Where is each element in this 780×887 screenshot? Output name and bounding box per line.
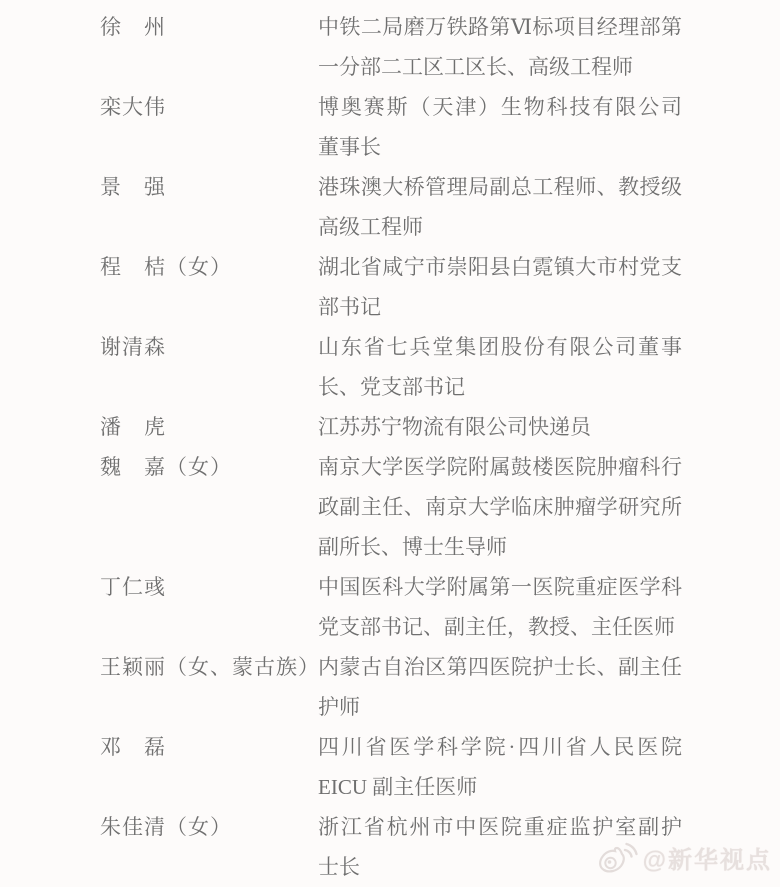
honoree-title [318,87,682,167]
honoree-row [100,647,780,727]
honoree-row [100,567,780,647]
title-line: 中国医科大学附属第一医院重症医学科 [318,575,682,599]
honoree-row [100,167,780,247]
title-line: 长、党支部书记 [318,375,465,399]
honoree-row [100,87,780,167]
title-line: 四川省医学科学院·四川省人民医院 [318,735,682,759]
watermark-handle: @新华视点 [642,847,772,874]
honoree-name: 谢清森 [100,335,166,359]
honoree-name: 程 桔（女） [100,255,232,279]
honoree-row [100,727,780,807]
honoree-title [318,647,682,727]
title-line: 高级工程师 [318,215,423,239]
honoree-name: 王颖丽（女、蒙古族） [100,655,320,679]
honoree-name: 潘 虎 [100,415,166,439]
honoree-row [100,447,780,567]
honoree-row [100,7,780,87]
title-line: 一分部二工区工区长、高级工程师 [318,55,633,79]
honoree-title [318,327,682,407]
honoree-name: 丁仁彧 [100,575,166,599]
honoree-row [100,247,780,327]
honoree-name: 魏 嘉（女） [100,455,232,479]
honoree-title [318,167,682,247]
honoree-name: 邓 磊 [100,735,166,759]
honoree-title [318,727,682,807]
title-line: 浙江省杭州市中医院重症监护室副护 [318,815,682,839]
honoree-name: 栾大伟 [100,95,166,119]
honoree-title [318,247,682,327]
title-line: 党支部书记、副主任，教授、主任医师 [318,615,675,639]
honoree-row [100,327,780,407]
title-line: 士长 [318,855,360,879]
honoree-title [318,7,682,87]
honoree-name: 景 强 [100,175,166,199]
watermark [598,840,772,875]
honoree-row [100,407,780,447]
title-line: 江苏苏宁物流有限公司快递员 [318,415,591,439]
title-line: 政副主任、南京大学临床肿瘤学研究所 [318,495,682,519]
honoree-title [318,567,682,647]
title-line: 南京大学医学院附属鼓楼医院肿瘤科行 [318,455,682,479]
honoree-title [318,447,682,567]
weibo-icon [598,841,638,875]
honoree-name: 朱佳清（女） [100,815,232,839]
honoree-list [100,7,780,887]
honoree-name: 徐 州 [100,15,166,39]
title-line: 山东省七兵堂集团股份有限公司董事 [318,335,682,359]
title-line: EICU 副主任医师 [318,775,478,799]
title-line: 博奥赛斯（天津）生物科技有限公司 [318,95,682,119]
title-line: 中铁二局磨万铁路第Ⅵ标项目经理部第 [318,15,682,39]
title-line: 内蒙古自治区第四医院护士长、副主任 [318,655,682,679]
title-line: 副所长、博士生导师 [318,535,507,559]
title-line: 部书记 [318,295,381,319]
title-line: 湖北省咸宁市崇阳县白霓镇大市村党支 [318,255,682,279]
title-line: 护师 [318,695,360,719]
title-line: 港珠澳大桥管理局副总工程师、教授级 [318,175,682,199]
honoree-title [318,407,682,447]
title-line: 董事长 [318,135,381,159]
